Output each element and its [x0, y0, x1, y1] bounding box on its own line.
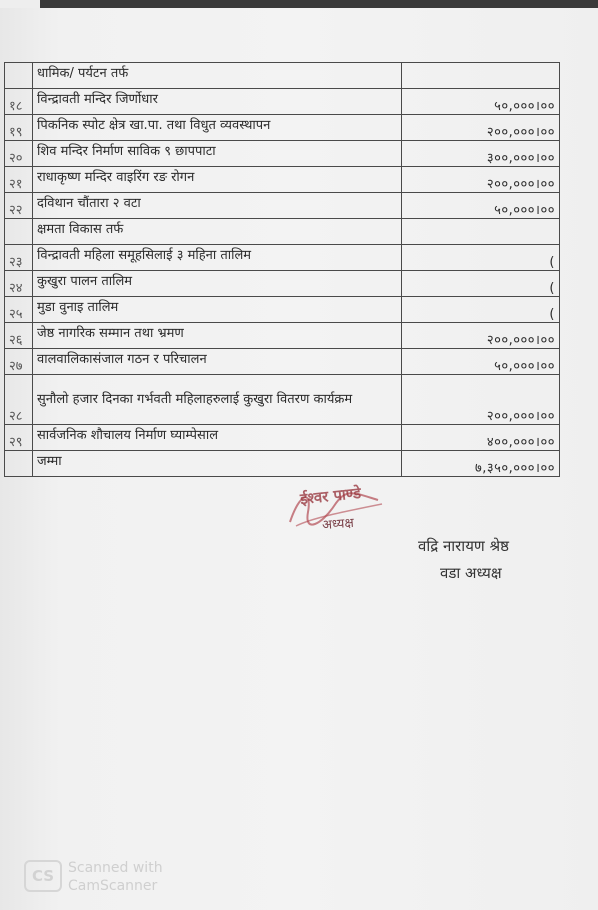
- row-description: राधाकृष्ण मन्दिर वाइरिंग रङ रोगन: [33, 167, 402, 193]
- row-description: वालवालिकासंजाल गठन र परिचालन: [33, 349, 402, 375]
- row-amount: २००,०००।००: [402, 375, 560, 425]
- watermark-line2: CamScanner: [68, 878, 158, 894]
- row-number: [5, 451, 33, 477]
- row-amount: [402, 63, 560, 89]
- table-row: [5, 89, 560, 115]
- row-amount: [402, 219, 560, 245]
- row-number: २२: [5, 193, 33, 219]
- row-description: क्षमता विकास तर्फ: [33, 219, 402, 245]
- table-row: [5, 375, 560, 425]
- signatory-title: वडा अध्यक्ष: [440, 564, 502, 582]
- table-row: [5, 451, 560, 477]
- row-number: २१: [5, 167, 33, 193]
- row-amount: ५०,०००।००: [402, 89, 560, 115]
- row-description: दविथान चौंतारा २ वटा: [33, 193, 402, 219]
- row-description: मुडा वुनाइ तालिम: [33, 297, 402, 323]
- table-row: [5, 297, 560, 323]
- row-description: सुनौलो हजार दिनका गर्भवती महिलाहरुलाई कुखुरा वितरण कार्यक्रम: [33, 375, 402, 425]
- row-amount: (: [402, 245, 560, 271]
- row-amount: २००,०००।००: [402, 323, 560, 349]
- row-number: २६: [5, 323, 33, 349]
- row-number: १९: [5, 115, 33, 141]
- row-amount: (: [402, 271, 560, 297]
- row-number: २३: [5, 245, 33, 271]
- signatory-name: वद्रि नारायण श्रेष्ठ: [418, 537, 509, 555]
- row-description: पिकनिक स्पोट क्षेत्र खा.पा. तथा विधुत व्यवस्थापन: [33, 115, 402, 141]
- row-number: [5, 219, 33, 245]
- row-amount: ३००,०००।००: [402, 141, 560, 167]
- table-row: [5, 193, 560, 219]
- table-row: [5, 219, 560, 245]
- row-description: विन्द्रावती महिला समूहसिलाई ३ महिना तालिम: [33, 245, 402, 271]
- table-row: [5, 349, 560, 375]
- row-description: कुखुरा पालन तालिम: [33, 271, 402, 297]
- budget-table: [4, 62, 560, 477]
- table-row: [5, 245, 560, 271]
- table-row: [5, 63, 560, 89]
- row-description: विन्द्रावती मन्दिर जिर्णोधार: [33, 89, 402, 115]
- table-row: [5, 271, 560, 297]
- stamp-role: अध्यक्ष: [321, 515, 355, 534]
- row-number: २८: [5, 375, 33, 425]
- row-number: १८: [5, 89, 33, 115]
- row-number: [5, 63, 33, 89]
- row-number: २७: [5, 349, 33, 375]
- watermark-line1: Scanned with: [68, 860, 163, 876]
- row-number: २५: [5, 297, 33, 323]
- camscanner-logo-icon: CS: [24, 860, 62, 892]
- row-description: जेष्ठ नागरिक सम्मान तथा भ्रमण: [33, 323, 402, 349]
- table-row: [5, 115, 560, 141]
- row-description: धामिक/ पर्यटन तर्फ: [33, 63, 402, 89]
- row-amount: ५०,०००।००: [402, 349, 560, 375]
- row-description: जम्मा: [33, 451, 402, 477]
- table-row: [5, 425, 560, 451]
- row-number: २४: [5, 271, 33, 297]
- stamp-name: ईश्वर पाण्डे: [299, 483, 362, 509]
- row-amount: २००,०००।००: [402, 115, 560, 141]
- row-description: शिव मन्दिर निर्माण साविक ९ छापपाटा: [33, 141, 402, 167]
- row-amount: ७,३५०,०००।००: [402, 451, 560, 477]
- row-amount: ४००,०००।००: [402, 425, 560, 451]
- table-row: [5, 141, 560, 167]
- table-row: [5, 167, 560, 193]
- row-number: २९: [5, 425, 33, 451]
- row-amount: ५०,०००।००: [402, 193, 560, 219]
- row-description: सार्वजनिक शौचालय निर्माण घ्याम्पेसाल: [33, 425, 402, 451]
- row-amount: २००,०००।००: [402, 167, 560, 193]
- table-row: [5, 323, 560, 349]
- row-amount: (: [402, 297, 560, 323]
- row-number: २०: [5, 141, 33, 167]
